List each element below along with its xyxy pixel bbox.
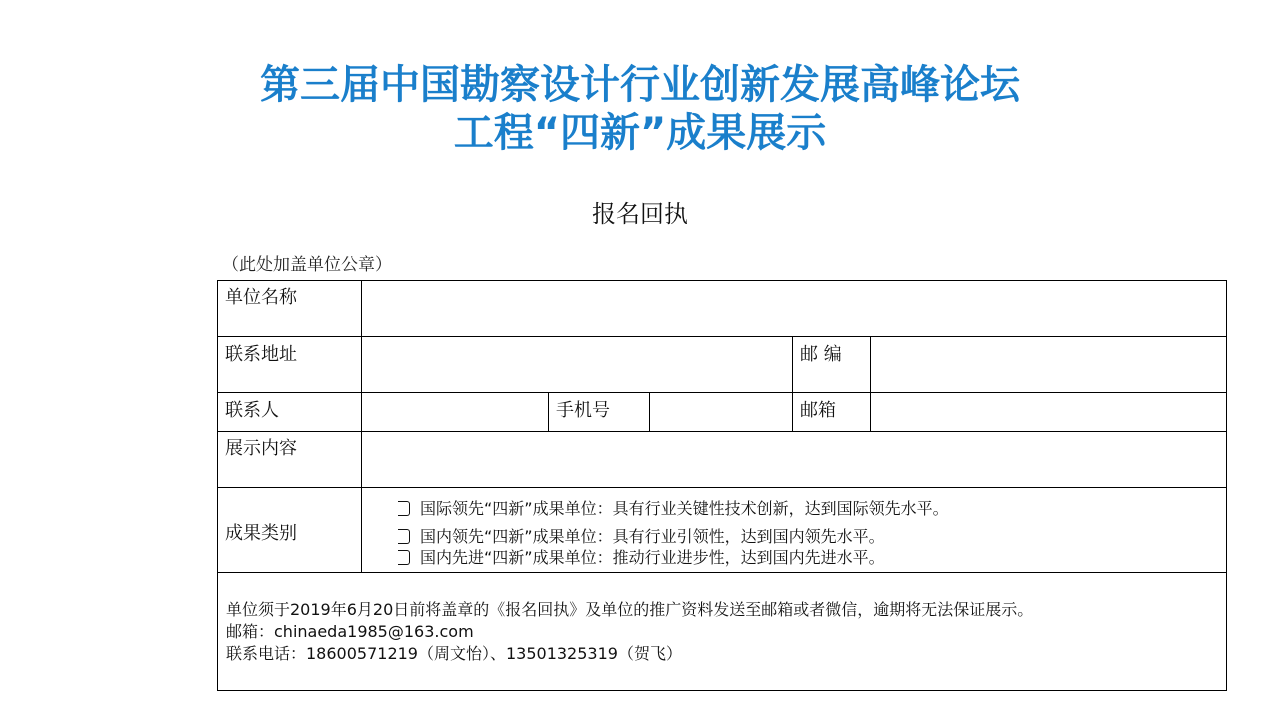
checkbox-icon[interactable] [398,529,410,544]
contact-email-note: 邮箱：chinaeda1985@163.com [226,622,474,641]
label-content: 展示内容 [225,438,297,459]
category-option[interactable]: 国际领先“四新”成果单位：具有行业关键性技术创新，达到国际领先水平。 [398,496,949,519]
content-field[interactable] [362,432,1226,487]
row-divider [218,487,1226,488]
mobile-field[interactable] [650,393,792,431]
category-option[interactable]: 国内先进“四新”成果单位：推动行业进步性，达到国内先进水平。 [398,545,885,568]
submission-note: 单位须于2019年6月20日前将盖章的《报名回执》及单位的推广资料发送至邮箱或者微信，逾期将无法保证展示。 [226,600,1034,619]
label-unit-name: 单位名称 [225,287,297,308]
page-title-line1: 第三届中国勘察设计行业创新发展高峰论坛 [260,62,1020,108]
label-mobile: 手机号 [556,400,610,421]
category-option[interactable]: 国内领先“四新”成果单位：具有行业引领性，达到国内领先水平。 [398,524,885,547]
checkbox-icon[interactable] [398,550,410,565]
registration-form [217,280,1227,691]
unit-name-field[interactable] [362,282,1226,336]
row-divider [218,572,1226,573]
form-subtitle: 报名回执 [592,200,688,228]
contact-field[interactable] [362,393,548,431]
checkbox-icon[interactable] [398,501,410,516]
label-contact: 联系人 [225,400,279,421]
contact-phone-note: 联系电话：18600571219（周文怡）、13501325319（贺飞） [226,644,682,663]
postcode-field[interactable] [871,337,1226,392]
address-field[interactable] [362,337,792,392]
label-category: 成果类别 [225,523,297,544]
column-divider [548,392,549,431]
page-title-line2: 工程“四新”成果展示 [453,110,827,156]
email-field[interactable] [871,393,1226,431]
label-email: 邮箱 [800,400,836,421]
label-address: 联系地址 [225,344,297,365]
column-divider [792,336,793,431]
label-postcode: 邮 编 [800,344,842,365]
stamp-note: （此处加盖单位公章） [222,255,392,275]
